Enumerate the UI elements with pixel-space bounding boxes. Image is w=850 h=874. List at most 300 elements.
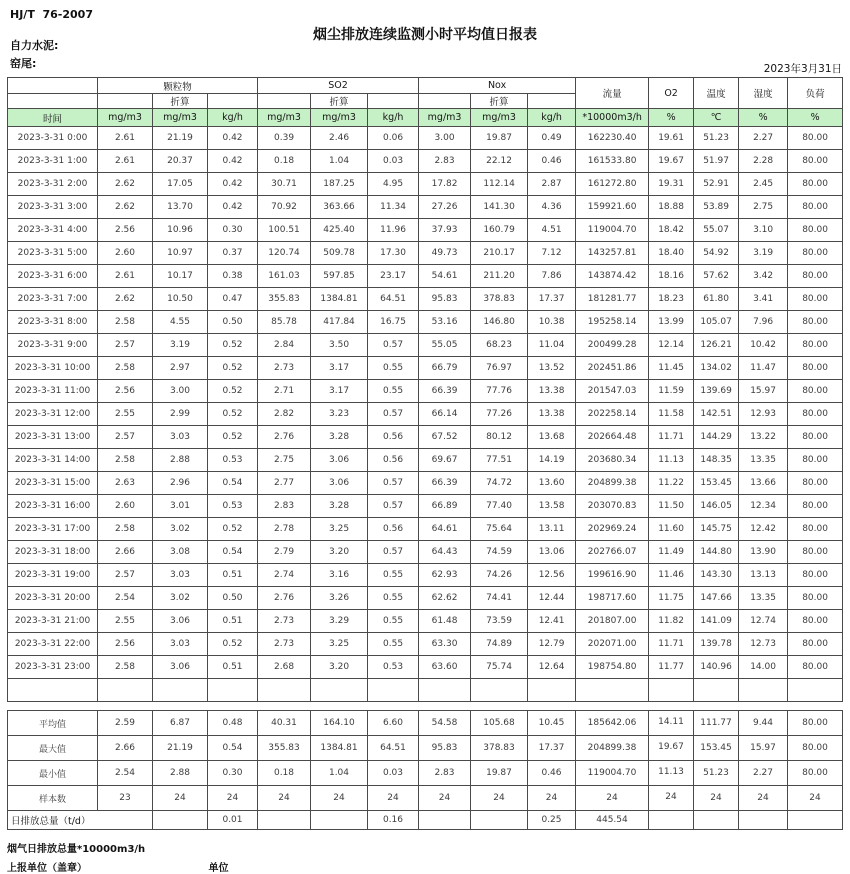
value-cell: 0.55 (368, 357, 419, 380)
col-group-flow: 流量 (576, 78, 649, 109)
value-cell: 80.00 (788, 472, 843, 495)
value-cell: 80.00 (788, 656, 843, 679)
value-cell: 55.05 (419, 334, 471, 357)
value-cell: 2.54 (98, 587, 153, 610)
value-cell: 3.03 (153, 633, 208, 656)
value-cell: 53.16 (419, 311, 471, 334)
value-cell: 0.55 (368, 610, 419, 633)
value-cell: 11.77 (649, 656, 694, 679)
value-cell: 198754.80 (576, 656, 649, 679)
col-group-pm: 颗粒物 (98, 78, 258, 94)
value-cell: 2.88 (153, 449, 208, 472)
summary-value-cell: 23 (98, 786, 153, 811)
value-cell: 144.80 (694, 541, 739, 564)
value-cell: 0.50 (208, 587, 258, 610)
value-cell: 3.41 (739, 288, 788, 311)
value-cell: 2.57 (98, 564, 153, 587)
time-cell: 2023-3-31 18:00 (8, 541, 98, 564)
value-cell: 0.56 (368, 449, 419, 472)
value-cell: 2.60 (98, 495, 153, 518)
hourly-row (8, 656, 843, 679)
summary-value-cell: 0.46 (528, 761, 576, 786)
summary-value-cell: 51.23 (694, 761, 739, 786)
hourly-row (8, 127, 843, 150)
value-cell: 51.97 (694, 150, 739, 173)
time-cell: 2023-3-31 12:00 (8, 403, 98, 426)
hourly-row (8, 288, 843, 311)
value-cell: 2.56 (98, 219, 153, 242)
time-cell: 2023-3-31 19:00 (8, 564, 98, 587)
value-cell: 4.95 (368, 173, 419, 196)
value-cell: 13.66 (739, 472, 788, 495)
value-cell: 80.00 (788, 219, 843, 242)
value-cell: 0.47 (208, 288, 258, 311)
unit-cell: ℃ (694, 109, 739, 127)
flue-gas-total-label: 烟气日排放总量*10000m3/h (7, 844, 146, 855)
value-cell: 355.83 (258, 288, 311, 311)
value-cell: 2.62 (98, 288, 153, 311)
value-cell: 63.30 (419, 633, 471, 656)
value-cell: 2.55 (98, 610, 153, 633)
value-cell: 146.80 (471, 311, 528, 334)
value-cell: 0.53 (368, 656, 419, 679)
summary-value-cell: 0.03 (368, 761, 419, 786)
value-cell: 3.17 (311, 357, 368, 380)
value-cell: 10.97 (153, 242, 208, 265)
value-cell: 62.62 (419, 587, 471, 610)
time-cell: 2023-3-31 8:00 (8, 311, 98, 334)
value-cell: 12.73 (739, 633, 788, 656)
summary-value-cell: 24 (419, 786, 471, 811)
value-cell: 3.06 (311, 472, 368, 495)
daily-total-cell (153, 811, 208, 830)
value-cell: 3.19 (739, 242, 788, 265)
value-cell: 11.49 (649, 541, 694, 564)
value-cell: 18.23 (649, 288, 694, 311)
value-cell: 181281.77 (576, 288, 649, 311)
value-cell: 2.63 (98, 472, 153, 495)
value-cell: 11.34 (368, 196, 419, 219)
value-cell: 3.10 (739, 219, 788, 242)
value-cell: 0.56 (368, 426, 419, 449)
hourly-row (8, 449, 843, 472)
value-cell: 49.73 (419, 242, 471, 265)
value-cell: 2.83 (258, 495, 311, 518)
value-cell: 203070.83 (576, 495, 649, 518)
value-cell: 2.75 (258, 449, 311, 472)
value-cell (368, 679, 419, 702)
value-cell: 3.06 (153, 656, 208, 679)
hourly-row (8, 633, 843, 656)
blank-cell (419, 94, 471, 109)
value-cell: 11.71 (649, 633, 694, 656)
value-cell: 2.66 (98, 541, 153, 564)
value-cell: 10.38 (528, 311, 576, 334)
summary-value-cell: 24 (694, 786, 739, 811)
value-cell: 139.69 (694, 380, 739, 403)
value-cell (98, 679, 153, 702)
value-cell: 0.50 (208, 311, 258, 334)
value-cell (208, 679, 258, 702)
value-cell: 7.86 (528, 265, 576, 288)
value-cell: 12.42 (739, 518, 788, 541)
value-cell: 0.55 (368, 587, 419, 610)
value-cell: 195258.14 (576, 311, 649, 334)
converted-label-pm: 折算 (153, 94, 208, 109)
summary-value-cell: 17.37 (528, 736, 576, 761)
value-cell: 2.45 (739, 173, 788, 196)
value-cell: 203680.34 (576, 449, 649, 472)
value-cell: 77.26 (471, 403, 528, 426)
monitoring-point: 窑尾: (10, 57, 37, 70)
tables-area (7, 77, 843, 874)
summary-value-cell: 80.00 (788, 711, 843, 736)
value-cell: 2.76 (258, 587, 311, 610)
unit-cell: mg/m3 (98, 109, 153, 127)
value-cell: 143257.81 (576, 242, 649, 265)
time-cell (8, 679, 98, 702)
value-cell: 54.92 (694, 242, 739, 265)
summary-value-cell: 24 (471, 786, 528, 811)
value-cell: 77.51 (471, 449, 528, 472)
summary-value-cell: 9.44 (739, 711, 788, 736)
value-cell: 11.04 (528, 334, 576, 357)
summary-value-cell: 80.00 (788, 736, 843, 761)
value-cell: 1384.81 (311, 288, 368, 311)
value-cell: 13.35 (739, 587, 788, 610)
value-cell: 22.12 (471, 150, 528, 173)
unit-cell: *10000m3/h (576, 109, 649, 127)
value-cell: 11.60 (649, 518, 694, 541)
value-cell: 2.58 (98, 357, 153, 380)
hourly-row (8, 242, 843, 265)
blank-cell (98, 94, 153, 109)
value-cell: 52.91 (694, 173, 739, 196)
value-cell: 141.30 (471, 196, 528, 219)
value-cell: 18.40 (649, 242, 694, 265)
col-group-humidity: 湿度 (739, 78, 788, 109)
summary-value-cell: 11.13 (649, 761, 694, 786)
value-cell: 0.54 (208, 472, 258, 495)
summary-value-cell: 0.48 (208, 711, 258, 736)
value-cell: 3.16 (311, 564, 368, 587)
daily-total-cell (739, 811, 788, 830)
time-cell: 2023-3-31 5:00 (8, 242, 98, 265)
value-cell: 120.74 (258, 242, 311, 265)
summary-value-cell: 19.67 (649, 736, 694, 761)
value-cell: 134.02 (694, 357, 739, 380)
summary-label: 平均值 (8, 711, 98, 736)
value-cell: 12.14 (649, 334, 694, 357)
value-cell: 2.87 (528, 173, 576, 196)
report-title: 烟尘排放连续监测小时平均值日报表 (313, 27, 537, 43)
summary-label: 最大值 (8, 736, 98, 761)
value-cell: 27.26 (419, 196, 471, 219)
daily-total-cell (694, 811, 739, 830)
value-cell: 80.00 (788, 196, 843, 219)
summary-label: 最小值 (8, 761, 98, 786)
value-cell: 143874.42 (576, 265, 649, 288)
value-cell: 378.83 (471, 288, 528, 311)
value-cell: 80.00 (788, 173, 843, 196)
value-cell: 3.06 (311, 449, 368, 472)
value-cell: 202451.86 (576, 357, 649, 380)
value-cell: 51.23 (694, 127, 739, 150)
empty-row (8, 679, 843, 702)
blank-cell (368, 94, 419, 109)
summary-rows (8, 711, 843, 830)
time-cell: 2023-3-31 13:00 (8, 426, 98, 449)
value-cell: 0.42 (208, 173, 258, 196)
summary-row (8, 711, 843, 736)
unit-label: 单位 (208, 863, 229, 874)
value-cell: 0.49 (528, 127, 576, 150)
value-cell: 18.42 (649, 219, 694, 242)
value-cell: 3.25 (311, 518, 368, 541)
value-cell: 19.67 (649, 150, 694, 173)
summary-value-cell: 64.51 (368, 736, 419, 761)
summary-value-cell: 21.19 (153, 736, 208, 761)
value-cell: 0.52 (208, 426, 258, 449)
value-cell: 0.52 (208, 633, 258, 656)
summary-value-cell: 40.31 (258, 711, 311, 736)
value-cell: 64.43 (419, 541, 471, 564)
summary-value-cell: 10.45 (528, 711, 576, 736)
time-cell: 2023-3-31 10:00 (8, 357, 98, 380)
summary-value-cell: 24 (739, 786, 788, 811)
value-cell: 161533.80 (576, 150, 649, 173)
value-cell: 3.28 (311, 426, 368, 449)
value-cell: 66.79 (419, 357, 471, 380)
daily-total-cell: 0.16 (368, 811, 419, 830)
value-cell: 417.84 (311, 311, 368, 334)
value-cell: 363.66 (311, 196, 368, 219)
value-cell: 80.00 (788, 403, 843, 426)
value-cell: 74.59 (471, 541, 528, 564)
summary-value-cell: 80.00 (788, 761, 843, 786)
value-cell: 11.58 (649, 403, 694, 426)
value-cell: 161.03 (258, 265, 311, 288)
daily-total-cell (471, 811, 528, 830)
value-cell: 3.20 (311, 541, 368, 564)
summary-value-cell: 24 (368, 786, 419, 811)
value-cell: 21.19 (153, 127, 208, 150)
value-cell: 55.07 (694, 219, 739, 242)
value-cell: 2.57 (98, 426, 153, 449)
value-cell: 17.82 (419, 173, 471, 196)
value-cell: 77.76 (471, 380, 528, 403)
time-header: 时间 (8, 109, 98, 127)
hourly-row (8, 564, 843, 587)
value-cell: 13.38 (528, 403, 576, 426)
value-cell: 0.51 (208, 610, 258, 633)
summary-value-cell: 24 (649, 786, 694, 811)
value-cell: 0.18 (258, 150, 311, 173)
value-cell: 0.57 (368, 334, 419, 357)
value-cell: 2.56 (98, 633, 153, 656)
value-cell: 201547.03 (576, 380, 649, 403)
value-cell: 80.00 (788, 334, 843, 357)
hourly-row (8, 173, 843, 196)
col-group-temperature: 温度 (694, 78, 739, 109)
value-cell: 0.39 (258, 127, 311, 150)
value-cell: 61.48 (419, 610, 471, 633)
summary-value-cell: 6.60 (368, 711, 419, 736)
value-cell: 13.11 (528, 518, 576, 541)
value-cell: 2.61 (98, 265, 153, 288)
value-cell: 68.23 (471, 334, 528, 357)
value-cell: 3.03 (153, 564, 208, 587)
value-cell: 0.03 (368, 150, 419, 173)
value-cell: 66.39 (419, 472, 471, 495)
summary-value-cell: 24 (258, 786, 311, 811)
hourly-row (8, 196, 843, 219)
value-cell: 54.61 (419, 265, 471, 288)
value-cell: 0.55 (368, 633, 419, 656)
hourly-row (8, 587, 843, 610)
value-cell: 14.00 (739, 656, 788, 679)
value-cell: 2.58 (98, 449, 153, 472)
summary-table (7, 710, 843, 830)
value-cell: 12.34 (739, 495, 788, 518)
value-cell: 2.58 (98, 518, 153, 541)
value-cell: 80.00 (788, 127, 843, 150)
value-cell: 80.00 (788, 150, 843, 173)
value-cell: 2.96 (153, 472, 208, 495)
time-cell: 2023-3-31 16:00 (8, 495, 98, 518)
value-cell: 10.50 (153, 288, 208, 311)
value-cell: 425.40 (311, 219, 368, 242)
summary-value-cell: 164.10 (311, 711, 368, 736)
value-cell: 2.28 (739, 150, 788, 173)
value-cell: 0.42 (208, 127, 258, 150)
hourly-row (8, 380, 843, 403)
value-cell: 61.80 (694, 288, 739, 311)
value-cell: 12.79 (528, 633, 576, 656)
value-cell: 143.30 (694, 564, 739, 587)
hourly-row (8, 334, 843, 357)
hourly-row (8, 150, 843, 173)
value-cell: 80.00 (788, 564, 843, 587)
value-cell: 12.93 (739, 403, 788, 426)
value-cell: 11.22 (649, 472, 694, 495)
value-cell: 20.37 (153, 150, 208, 173)
value-cell: 10.96 (153, 219, 208, 242)
value-cell: 2.71 (258, 380, 311, 403)
value-cell: 2.60 (98, 242, 153, 265)
value-cell: 80.00 (788, 357, 843, 380)
hourly-row (8, 610, 843, 633)
value-cell: 37.93 (419, 219, 471, 242)
value-cell: 145.75 (694, 518, 739, 541)
value-cell: 13.68 (528, 426, 576, 449)
value-cell: 3.29 (311, 610, 368, 633)
value-cell: 2.73 (258, 633, 311, 656)
value-cell: 0.51 (208, 564, 258, 587)
value-cell: 3.42 (739, 265, 788, 288)
value-cell: 57.62 (694, 265, 739, 288)
value-cell: 3.50 (311, 334, 368, 357)
value-cell: 13.60 (528, 472, 576, 495)
daily-total-cell (649, 811, 694, 830)
summary-row (8, 736, 843, 761)
daily-total-row (8, 811, 843, 830)
value-cell: 2.27 (739, 127, 788, 150)
value-cell: 4.55 (153, 311, 208, 334)
value-cell: 75.64 (471, 518, 528, 541)
value-cell: 0.42 (208, 150, 258, 173)
value-cell: 202766.07 (576, 541, 649, 564)
table-gap (7, 702, 843, 710)
value-cell: 2.62 (98, 196, 153, 219)
value-cell: 2.61 (98, 150, 153, 173)
value-cell: 148.35 (694, 449, 739, 472)
time-cell: 2023-3-31 22:00 (8, 633, 98, 656)
value-cell: 3.01 (153, 495, 208, 518)
value-cell: 66.14 (419, 403, 471, 426)
summary-value-cell: 24 (528, 786, 576, 811)
value-cell: 13.13 (739, 564, 788, 587)
value-cell: 74.72 (471, 472, 528, 495)
value-cell: 67.52 (419, 426, 471, 449)
value-cell: 3.25 (311, 633, 368, 656)
hourly-row (8, 472, 843, 495)
value-cell: 0.52 (208, 380, 258, 403)
value-cell: 80.00 (788, 288, 843, 311)
value-cell: 80.00 (788, 311, 843, 334)
value-cell: 2.82 (258, 403, 311, 426)
summary-value-cell: 153.45 (694, 736, 739, 761)
value-cell: 30.71 (258, 173, 311, 196)
value-cell: 76.97 (471, 357, 528, 380)
value-cell: 2.73 (258, 610, 311, 633)
value-cell: 160.79 (471, 219, 528, 242)
value-cell: 140.96 (694, 656, 739, 679)
value-cell: 3.02 (153, 518, 208, 541)
value-cell (694, 679, 739, 702)
value-cell: 19.61 (649, 127, 694, 150)
value-cell: 80.00 (788, 265, 843, 288)
value-cell: 0.06 (368, 127, 419, 150)
value-cell: 0.46 (528, 150, 576, 173)
value-cell: 2.56 (98, 380, 153, 403)
converted-label-nox: 折算 (471, 94, 528, 109)
hourly-row (8, 357, 843, 380)
value-cell: 12.64 (528, 656, 576, 679)
time-cell: 2023-3-31 23:00 (8, 656, 98, 679)
value-cell: 17.30 (368, 242, 419, 265)
value-cell: 2.78 (258, 518, 311, 541)
summary-value-cell: 95.83 (419, 736, 471, 761)
time-cell: 2023-3-31 14:00 (8, 449, 98, 472)
value-cell: 0.38 (208, 265, 258, 288)
summary-value-cell: 1384.81 (311, 736, 368, 761)
value-cell: 204899.38 (576, 472, 649, 495)
unit-cell: % (649, 109, 694, 127)
unit-cell: % (739, 109, 788, 127)
value-cell: 0.56 (368, 518, 419, 541)
value-cell: 112.14 (471, 173, 528, 196)
value-cell: 63.60 (419, 656, 471, 679)
value-cell: 202664.48 (576, 426, 649, 449)
summary-value-cell: 15.97 (739, 736, 788, 761)
value-cell: 2.55 (98, 403, 153, 426)
value-cell: 0.52 (208, 357, 258, 380)
time-cell: 2023-3-31 2:00 (8, 173, 98, 196)
value-cell (649, 679, 694, 702)
value-cell: 11.47 (739, 357, 788, 380)
value-cell: 139.78 (694, 633, 739, 656)
